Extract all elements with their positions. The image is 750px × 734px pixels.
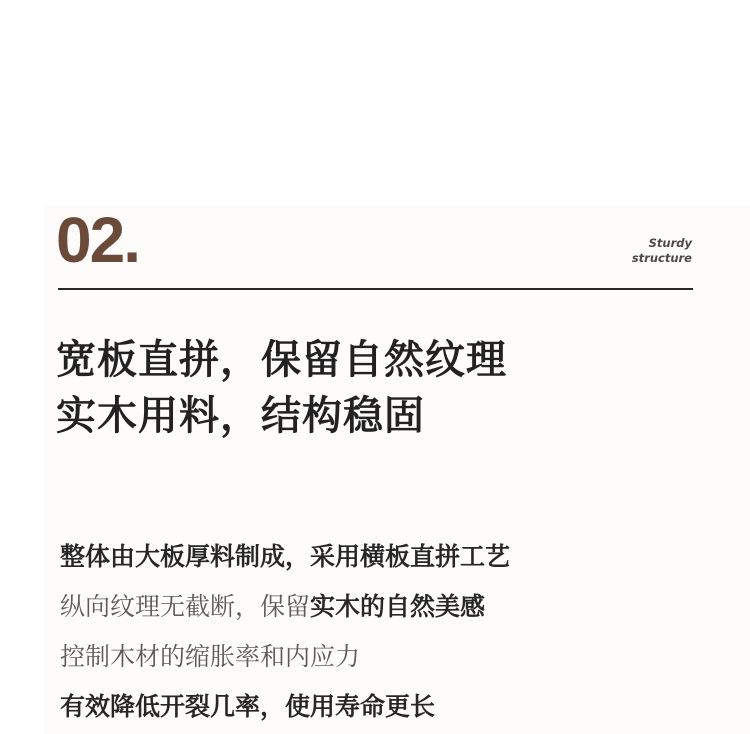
headline-line-1: 宽板直拼，保留自然纹理 [56,337,507,383]
description-line-3: 控制木材的缩胀率和内应力 [60,642,361,671]
description [60,532,510,732]
section-tag-line-2: structure [631,251,692,265]
description-line-2-emphasis: 实木的自然美感 [310,592,486,621]
section-number: 02. [56,204,139,276]
description-line-2 [60,582,510,632]
headline-line-2: 实木用料，结构稳固 [56,393,425,439]
section-divider [58,288,693,290]
section-tag [632,236,692,266]
description-line-4: 有效降低开裂几率，使用寿命更长 [60,692,436,721]
headline [56,332,507,444]
description-line-1: 整体由大板厚料制成，采用横板直拼工艺 [60,542,511,571]
description-line-2-plain: 纵向纹理无截断，保留 [60,592,311,621]
section-tag-line-1: Sturdy [648,236,692,250]
